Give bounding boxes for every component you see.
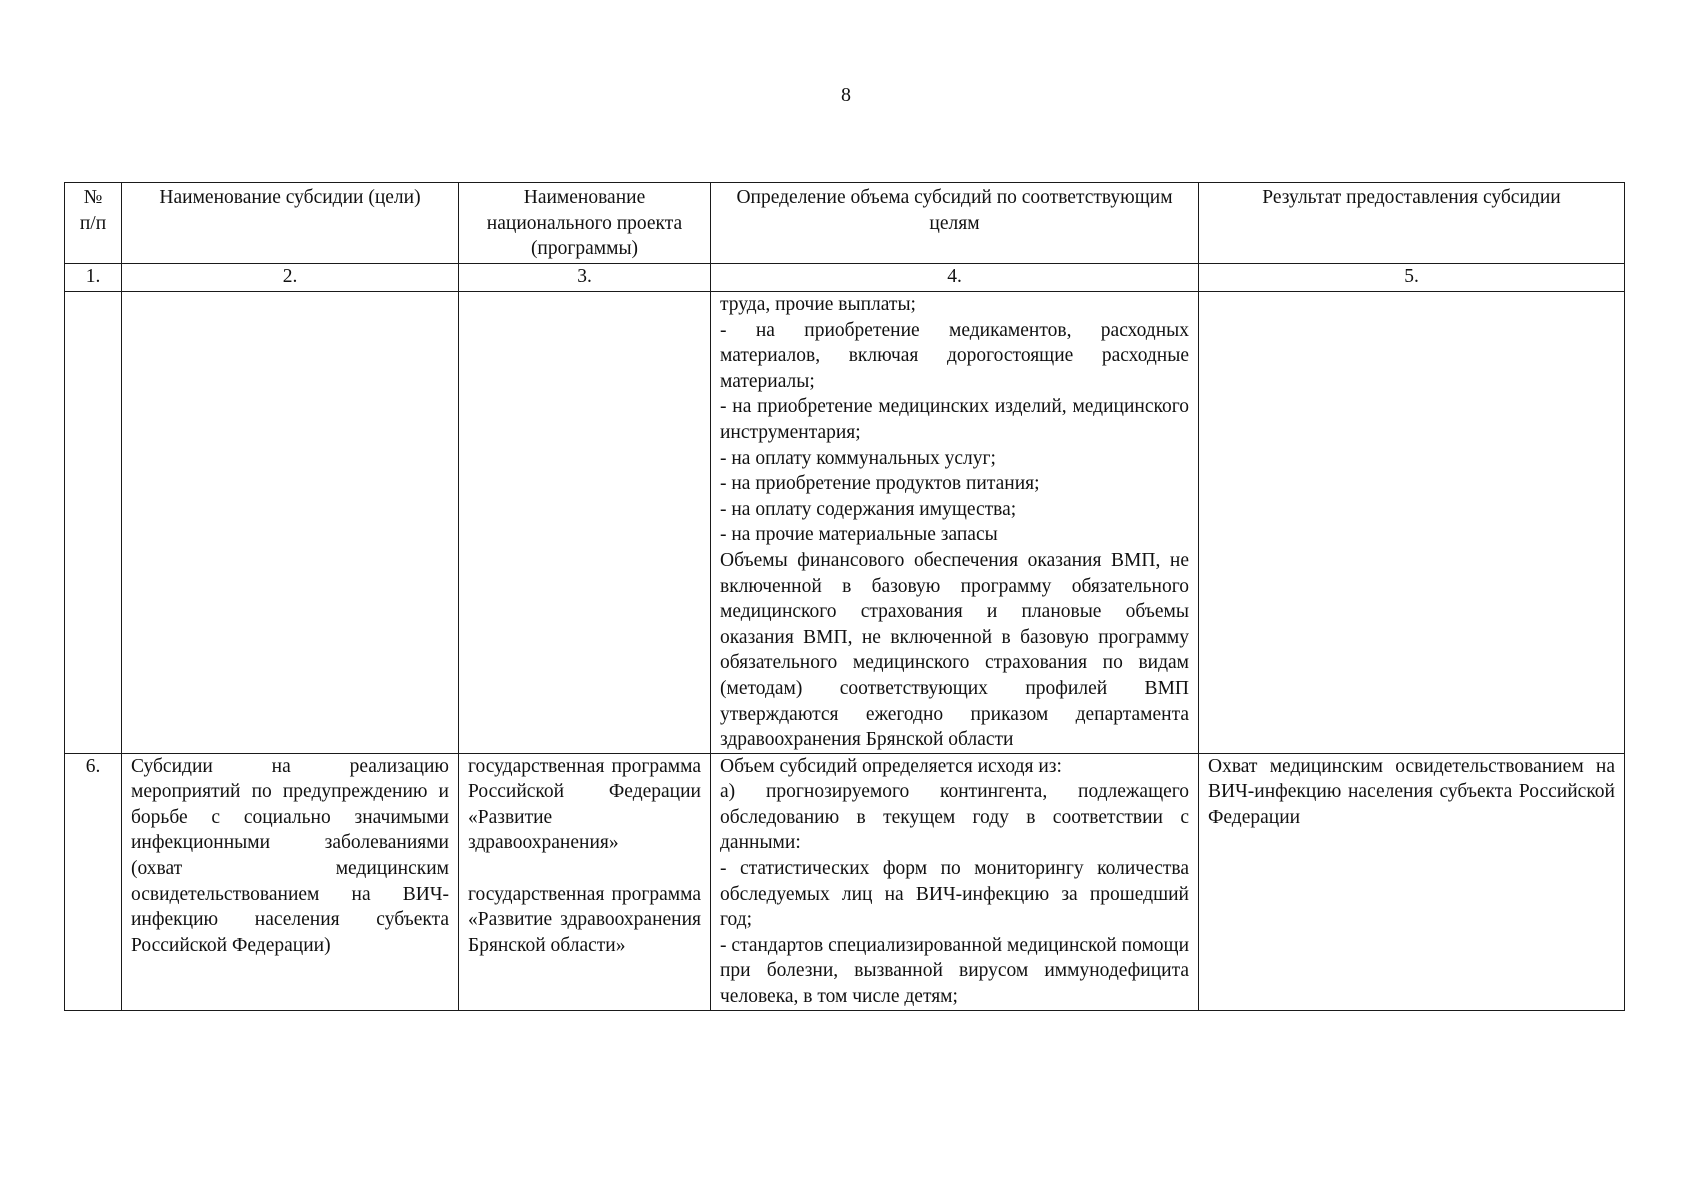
table-header-row [65,183,1625,264]
column-number: 1. [65,264,122,292]
row-national-project [459,753,711,1010]
column-number: 3. [459,264,711,292]
definition-line: - на оплату содержания имущества; [720,498,1017,520]
header-number: № п/п [65,183,122,264]
definition-line: - на приобретение медицинских изделий, медицинского инструментария; [720,396,1189,443]
definition-line: - на приобретение медикаментов, расходных материалов, включая дорогостоящие расходные материалы; [720,319,1189,392]
row-national-project [459,292,711,754]
row-volume-definition [711,292,1199,754]
project-name: государственная программа Российской Федерации «Развитие здравоохранения» [468,755,701,854]
row-number: 6. [65,753,122,1010]
definition-line: - стандартов специализированной медицинской помощи при болезни, вызванной вирусом иммунодефицита человека, в том числе детям; [720,934,1189,1008]
row-result [1199,292,1625,754]
column-number-row [65,264,1625,292]
row-subsidy-name: Субсидии на реализацию мероприятий по предупреждению и борьбе с социально значимыми инфекционными заболеваниями (охват медицинским освидетельствованием на ВИЧ-инфекцию населения субъекта Российской Федерации) [122,753,459,1010]
row-subsidy-name [122,292,459,754]
subsidy-table [64,182,1625,1011]
definition-line: - на прочие материальные запасы [720,524,998,546]
definition-line: Объем субсидий определяется исходя из: [720,755,1062,777]
definition-line: - статистических форм по мониторингу количества обследуемых лиц на ВИЧ-инфекцию за прошедший год; [720,858,1189,931]
header-volume-definition: Определение объема субсидий по соответствующим целям [711,183,1199,264]
definition-line: а) прогнозируемого контингента, подлежащего обследованию в текущем году в соответствии с данными: [720,781,1189,854]
row-volume-definition [711,753,1199,1010]
project-spacer [468,856,701,882]
column-number: 5. [1199,264,1625,292]
definition-line: труда, прочие выплаты; [720,294,916,315]
header-result: Результат предоставления субсидии [1199,183,1625,264]
project-name: государственная программа «Развитие здравоохранения Брянской области» [468,883,701,956]
header-subsidy-name: Наименование субсидии (цели) [122,183,459,264]
row-number [65,292,122,754]
table-row [65,753,1625,1010]
table-row [65,292,1625,754]
header-national-project: Наименование национального проекта (программы) [459,183,711,264]
definition-line: Объемы финансового обеспечения оказания ВМП, не включенной в базовую программу обязательного медицинского страхования и плановые объемы оказания ВМП, не включенной в базовую программу обязательного медицинского страхования по видам (методам) соответствующих профилей ВМП утверждаются ежегодно приказом департамента здравоохранения Брянской области [720,549,1189,751]
row-result: Охват медицинским освидетельствованием на ВИЧ-инфекцию населения субъекта Российской Федерации [1199,753,1625,1010]
column-number: 4. [711,264,1199,292]
definition-line: - на оплату коммунальных услуг; [720,447,996,469]
page-number: 8 [841,84,851,106]
definition-line: - на приобретение продуктов питания; [720,473,1040,495]
column-number: 2. [122,264,459,292]
